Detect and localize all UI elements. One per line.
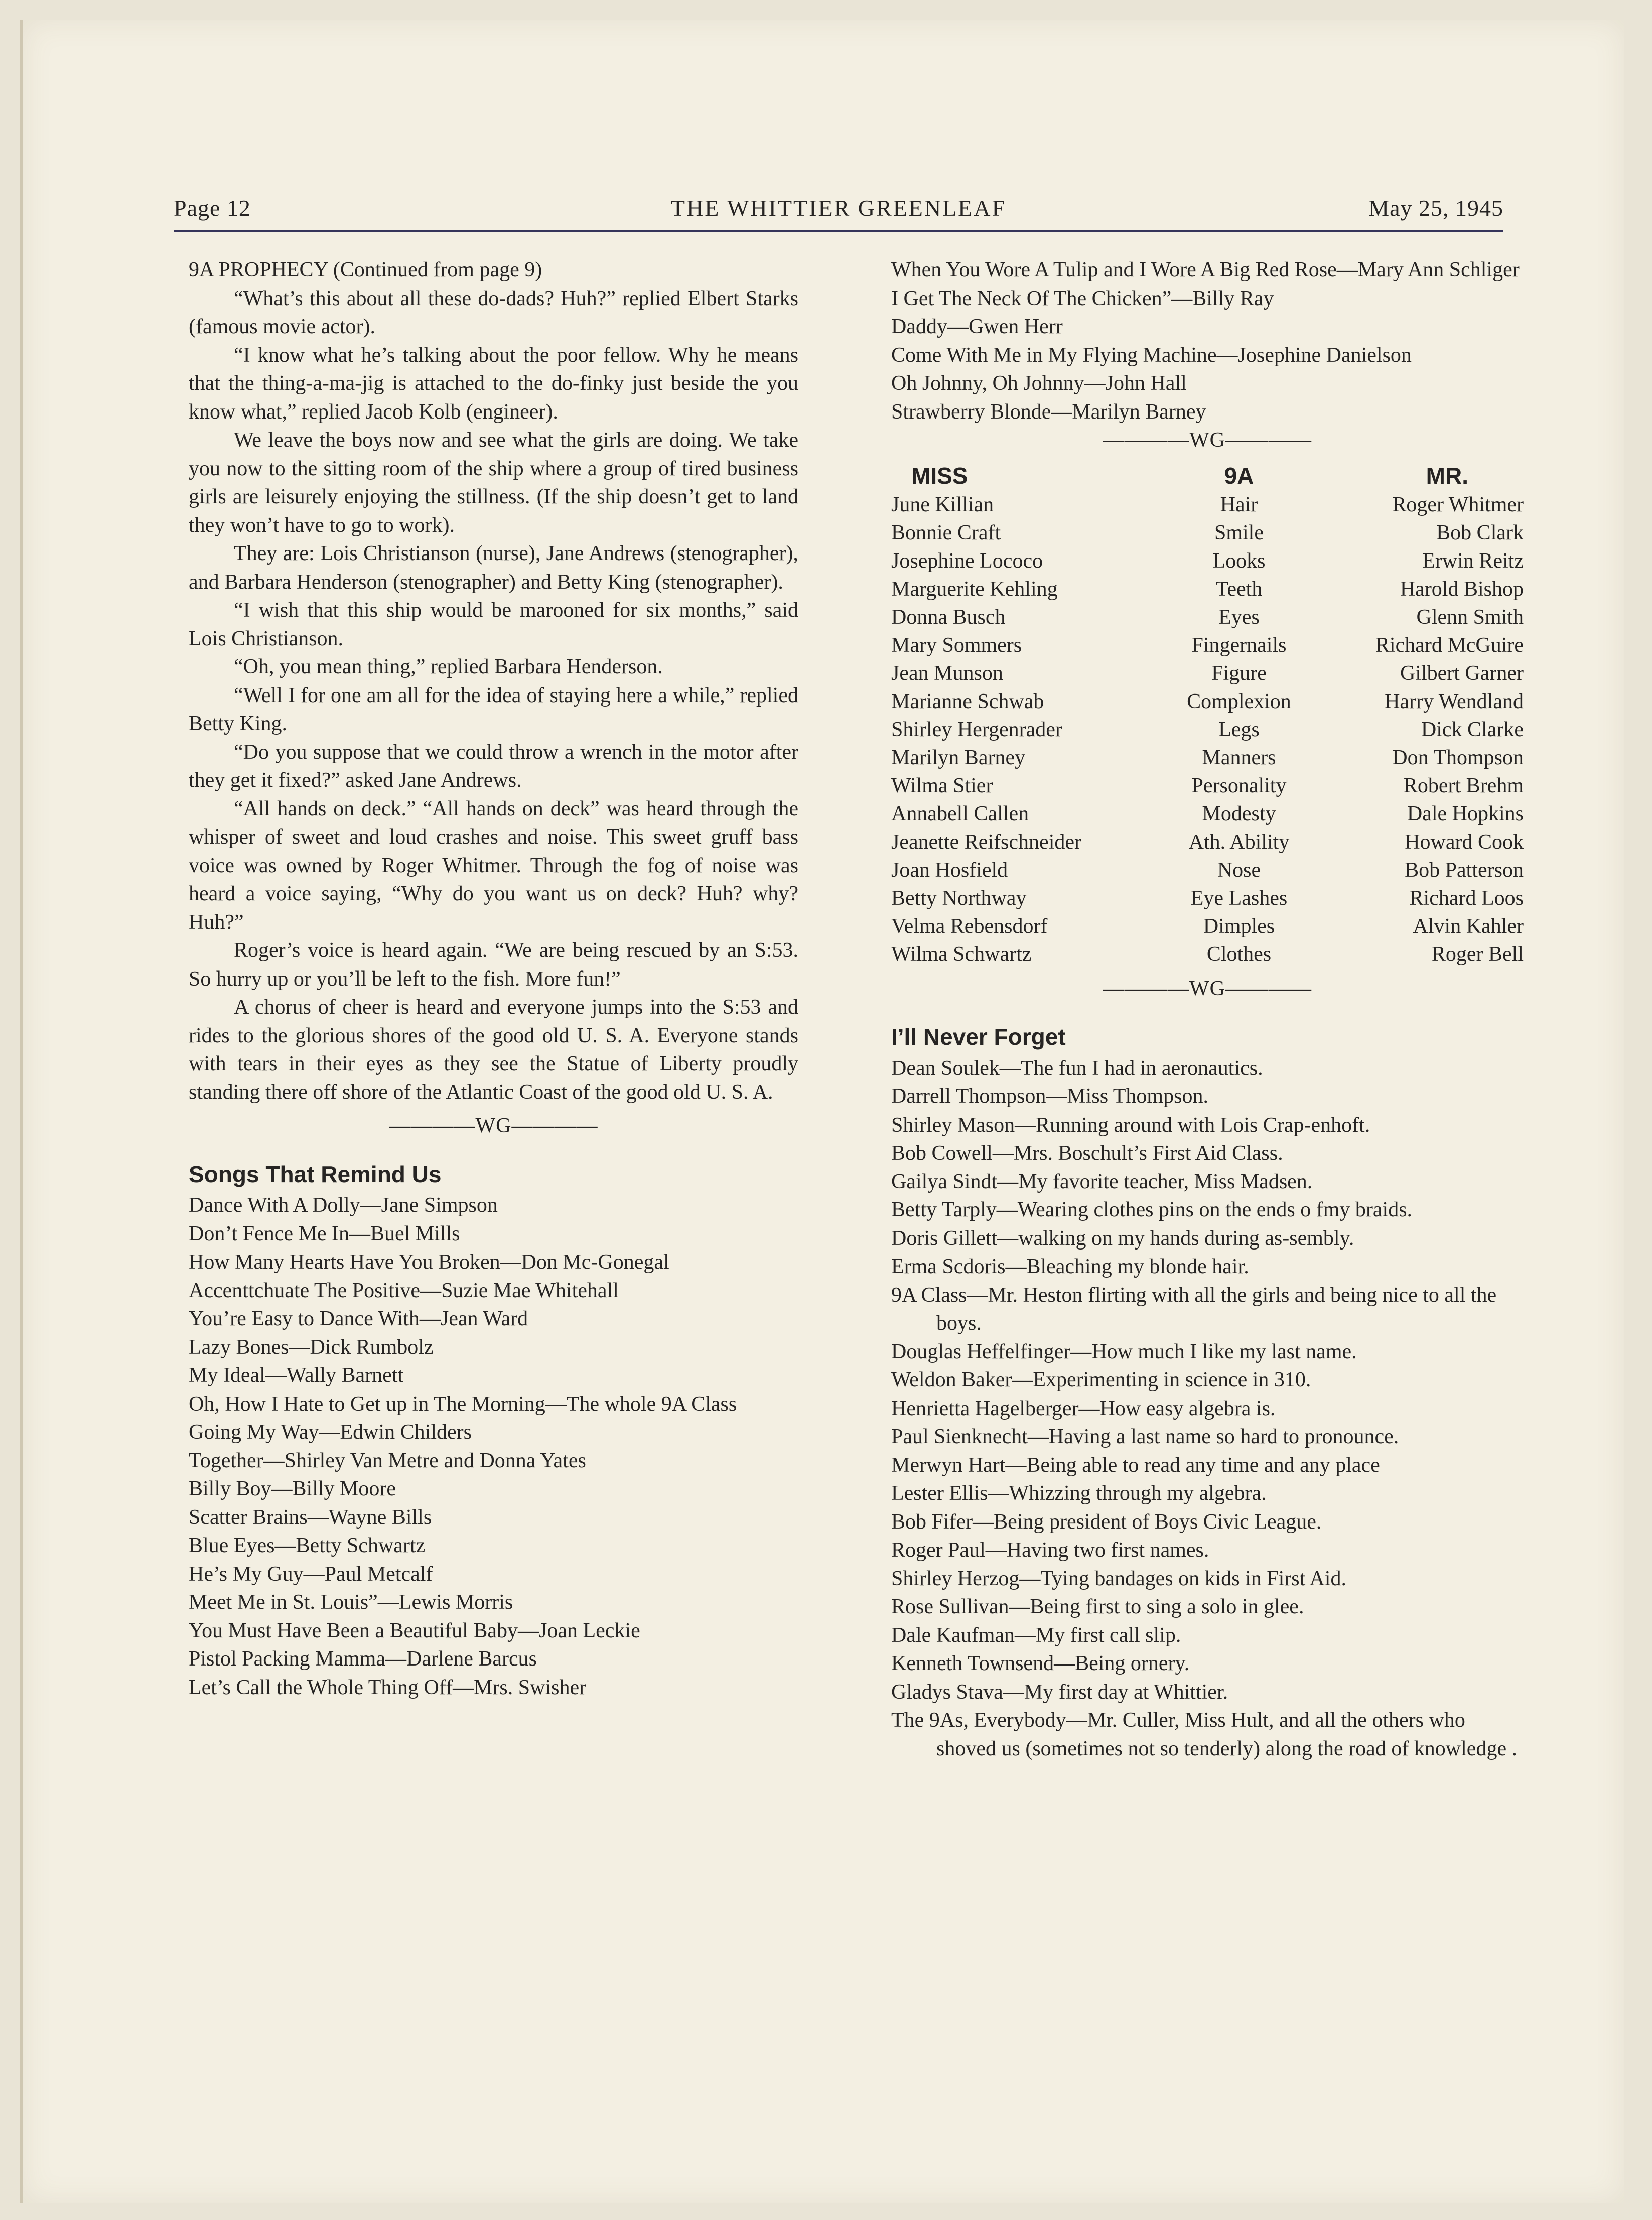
list-item: Gailya Sindt—My favorite teacher, Miss Madsen. [891, 1170, 1313, 1193]
list-item: You Must Have Been a Beautiful Baby—Joan Leckie [189, 1619, 640, 1642]
table-header-row [891, 455, 1524, 491]
miss-name: Annabell Callen [891, 802, 1029, 825]
list-item: Lester Ellis—Whizzing through my algebra. [891, 1482, 1267, 1505]
miss-name: Donna Busch [891, 605, 1006, 629]
mr-name: Dick Clarke [1421, 718, 1524, 741]
miss-name: Josephine Lococo [891, 549, 1043, 573]
list-item: Pistol Packing Mamma—Darlene Barcus [189, 1647, 537, 1671]
miss-name: Betty Northway [891, 886, 1027, 910]
list-item: Bob Cowell—Mrs. Boschult’s First Aid Class. [891, 1142, 1283, 1165]
prophecy-paragraph: A chorus of cheer is heard and everyone jumps into the S:53 and rides to the glorious shores of the good old U. S. A. Everyone stands with tears in their eyes as they see the Statue of Liberty proudly standing there off shore of the Atlantic Coast of the good old U. S. A. [189, 996, 798, 1104]
header-9a: 9A [1224, 462, 1254, 489]
trait: Nose [1217, 858, 1261, 882]
table-row [891, 912, 1524, 940]
list-item: Dale Kaufman—My first call slip. [891, 1623, 1181, 1647]
mr-name: Richard McGuire [1375, 633, 1524, 657]
miss-name: Jean Munson [891, 661, 1003, 685]
mr-name: Harry Wendland [1385, 689, 1524, 713]
mr-name: Roger Bell [1431, 942, 1524, 966]
miss-name: Joan Hosfield [891, 858, 1008, 882]
list-item: Meet Me in St. Louis”—Lewis Morris [189, 1591, 513, 1614]
trait: Teeth [1215, 577, 1263, 601]
list-item: Paul Sienknecht—Having a last name so hard to pronounce. [891, 1425, 1399, 1448]
list-item: Don’t Fence Me In—Buel Mills [189, 1222, 460, 1245]
mr-name: Howard Cook [1405, 830, 1524, 854]
mr-name: Erwin Reitz [1422, 549, 1524, 573]
list-item: Erma Scdoris—Bleaching my blonde hair. [891, 1255, 1249, 1278]
list-item: Shirley Herzog—Tying bandages on kids in First Aid. [891, 1567, 1346, 1590]
miss-name: Velma Rebensdorf [891, 914, 1048, 938]
prophecy-paragraph: “Do you suppose that we could throw a wrench in the motor after they get it fixed?” asked Jane Andrews. [189, 740, 798, 792]
miss-name: June Killian [891, 493, 994, 516]
prophecy-paragraph: Roger’s voice is heard again. “We are being rescued by an S:53. So hurry up or you’ll be left to the fish. More fun!” [189, 939, 798, 991]
trait: Complexion [1187, 689, 1291, 713]
prophecy-paragraph: We leave the boys now and see what the girls are doing. We take you now to the sitting room of the ship where a group of tired business girls are leisurely enjoying the stillness. (If the ship doesn’t get to land they won’t have to go to work). [189, 429, 798, 537]
trait: Eye Lashes [1190, 886, 1288, 910]
list-item: Kenneth Townsend—Being ornery. [891, 1652, 1190, 1675]
mr-name: Bob Clark [1436, 521, 1524, 544]
masthead-rule [174, 230, 1503, 232]
table-row [891, 659, 1524, 687]
mr-name: Alvin Kahler [1413, 914, 1524, 938]
trait: Smile [1214, 521, 1264, 544]
table-row [891, 772, 1524, 800]
mr-name: Harold Bishop [1400, 577, 1524, 601]
list-item: Betty Tarply—Wearing clothes pins on the ends o fmy braids. [891, 1198, 1413, 1221]
list-item: Bob Fifer—Being president of Boys Civic League. [891, 1510, 1322, 1534]
header-miss: MISS [911, 462, 968, 489]
table-row [891, 547, 1524, 575]
miss-name: Marguerite Kehling [891, 577, 1058, 601]
list-item: Billy Boy—Billy Moore [189, 1477, 396, 1500]
songs-heading: Songs That Remind Us [189, 1161, 442, 1187]
list-item: How Many Hearts Have You Broken—Don Mc-Gonegal [189, 1251, 669, 1274]
miss-name: Wilma Stier [891, 774, 993, 797]
trait: Figure [1211, 661, 1267, 685]
mr-name: Glenn Smith [1416, 605, 1524, 629]
table-row [891, 828, 1524, 856]
table-row [891, 744, 1524, 772]
miss-name: Bonnie Craft [891, 521, 1001, 544]
list-item: Oh, How I Hate to Get up in The Morning—The whole 9A Class [189, 1392, 737, 1416]
list-item: My Ideal—Wally Barnett [189, 1364, 404, 1387]
mr-name: Gilbert Garner [1400, 661, 1524, 685]
list-item: Daddy—Gwen Herr [891, 315, 1063, 338]
trait: Looks [1212, 549, 1266, 573]
list-item: The 9As, Everybody—Mr. Culler, Miss Hult, and all the others who shoved us (sometimes not so tenderly) along the road of knowledge . [891, 1709, 1518, 1760]
list-item: When You Wore A Tulip and I Wore A Big Red Rose—Mary Ann Schliger [891, 258, 1520, 282]
songs-list [189, 1191, 798, 1702]
list-item: You’re Easy to Dance With—Jean Ward [189, 1307, 528, 1330]
prophecy-paragraph: “Well I for one am all for the idea of staying here a while,” replied Betty King. [189, 683, 798, 735]
list-item: Oh Johnny, Oh Johnny—John Hall [891, 372, 1187, 395]
prophecy-paragraph: “Oh, you mean thing,” replied Barbara Henderson. [234, 655, 663, 678]
mr-name: Roger Whitmer [1392, 493, 1524, 516]
table-row [891, 603, 1524, 631]
table-row [891, 519, 1524, 547]
wg-separator: ————WG———— [1103, 977, 1312, 1000]
right-column [891, 256, 1524, 1763]
list-item: Strawberry Blonde—Marilyn Barney [891, 400, 1206, 424]
list-item: Doris Gillett—walking on my hands during as-sembly. [891, 1226, 1354, 1250]
songs-list-continued [891, 256, 1524, 426]
prophecy-paragraph: “I wish that this ship would be marooned for six months,” said Lois Christianson. [189, 599, 798, 650]
table-row [891, 800, 1524, 828]
miss-name: Shirley Hergenrader [891, 718, 1062, 741]
masthead [174, 191, 1503, 231]
left-column [189, 256, 798, 1702]
list-item: Merwyn Hart—Being able to read any time and any place [891, 1453, 1380, 1477]
miss-name: Marianne Schwab [891, 689, 1044, 713]
trait: Hair [1220, 493, 1258, 516]
list-item: Darrell Thompson—Miss Thompson. [891, 1085, 1208, 1108]
mr-name: Dale Hopkins [1407, 802, 1524, 825]
list-item: Accenttchuate The Positive—Suzie Mae Whitehall [189, 1279, 619, 1302]
prophecy-paragraph: “All hands on deck.” “All hands on deck” was heard through the whisper of sweet and loud crashes and noise. This sweet gruff bass voice was owned by Roger Whitmer. Through the fog of noise was heard a voice saying, “Why do you want us on deck? Huh? why? Huh?” [189, 797, 798, 934]
list-item: Douglas Heffelfinger—How much I like my last name. [891, 1340, 1357, 1363]
table-row [891, 884, 1524, 912]
list-item: Going My Way—Edwin Childers [189, 1421, 472, 1444]
newspaper-title: THE WHITTIER GREENLEAF [670, 195, 1007, 221]
list-item: Come With Me in My Flying Machine—Josephine Danielson [891, 343, 1412, 367]
table-row [891, 631, 1524, 659]
list-item: Dance With A Dolly—Jane Simpson [189, 1194, 498, 1217]
list-item: Roger Paul—Having two first names. [891, 1539, 1209, 1562]
trait: Personality [1191, 774, 1287, 797]
mr-name: Bob Patterson [1405, 858, 1524, 882]
list-item: Together—Shirley Van Metre and Donna Yates [189, 1449, 586, 1472]
prophecy-heading: 9A PROPHECY (Continued from page 9) [189, 258, 542, 282]
list-item: Henrietta Hagelberger—How easy algebra is. [891, 1397, 1276, 1420]
header-mr: MR. [1426, 462, 1468, 489]
mr-name: Robert Brehm [1403, 774, 1524, 797]
list-item: He’s My Guy—Paul Metcalf [189, 1562, 433, 1586]
list-item: 9A Class—Mr. Heston flirting with all the girls and being nice to all the boys. [891, 1283, 1497, 1335]
page-number: Page 12 [174, 195, 251, 221]
list-item: Weldon Baker—Experimenting in science in 310. [891, 1368, 1311, 1392]
trait: Manners [1202, 746, 1276, 769]
newspaper-page [20, 20, 1624, 2203]
list-item: Rose Sullivan—Being first to sing a solo in glee. [891, 1595, 1304, 1618]
prophecy-paragraph: They are: Lois Christianson (nurse), Jane Andrews (stenographer), and Barbara Henderson (stenographer) and Betty King (stenographer). [189, 542, 798, 594]
table-row [891, 687, 1524, 716]
list-item: Scatter Brains—Wayne Bills [189, 1505, 432, 1529]
miss-name: Jeanette Reifschneider [891, 830, 1081, 854]
trait: Clothes [1206, 942, 1272, 966]
trait: Modesty [1202, 802, 1276, 825]
trait: Ath. Ability [1188, 830, 1290, 854]
table-row [891, 940, 1524, 968]
never-forget-list [891, 1054, 1524, 1763]
wg-separator: ————WG———— [389, 1114, 598, 1137]
mr-name: Richard Loos [1409, 886, 1524, 910]
wg-separator: ————WG———— [1103, 429, 1312, 452]
list-item: Lazy Bones—Dick Rumbolz [189, 1335, 434, 1359]
list-item: Blue Eyes—Betty Schwartz [189, 1534, 426, 1557]
never-forget-heading: I’ll Never Forget [891, 1024, 1066, 1050]
mr-name: Don Thompson [1392, 746, 1524, 769]
prophecy-paragraph: “I know what he’s talking about the poor fellow. Why he means that the thing-a-ma-jig is attached to the do-finky just beside the you know what,” replied Jacob Kolb (engineer). [189, 343, 798, 424]
list-item: Gladys Stava—My first day at Whittier. [891, 1680, 1228, 1704]
prophecy-article [189, 285, 798, 1107]
table-row [891, 575, 1524, 603]
list-item: Shirley Mason—Running around with Lois Crap-enhoft. [891, 1113, 1370, 1137]
list-item: Let’s Call the Whole Thing Off—Mrs. Swisher [189, 1676, 587, 1699]
table-row [891, 716, 1524, 744]
miss-name: Marilyn Barney [891, 746, 1026, 769]
trait: Fingernails [1191, 633, 1287, 657]
list-item: Dean Soulek—The fun I had in aeronautics. [891, 1056, 1263, 1080]
table-row [891, 491, 1524, 519]
miss-name: Mary Sommers [891, 633, 1022, 657]
trait: Eyes [1218, 605, 1260, 629]
prophecy-paragraph: “What’s this about all these do-dads? Huh?” replied Elbert Starks (famous movie actor). [189, 287, 798, 338]
miss-mr-table [891, 455, 1524, 968]
issue-date: May 25, 1945 [1368, 195, 1503, 221]
table-row [891, 856, 1524, 884]
trait: Legs [1218, 718, 1260, 741]
miss-name: Wilma Schwartz [891, 942, 1032, 966]
trait: Dimples [1203, 914, 1275, 938]
list-item: I Get The Neck Of The Chicken”—Billy Ray [891, 287, 1274, 310]
